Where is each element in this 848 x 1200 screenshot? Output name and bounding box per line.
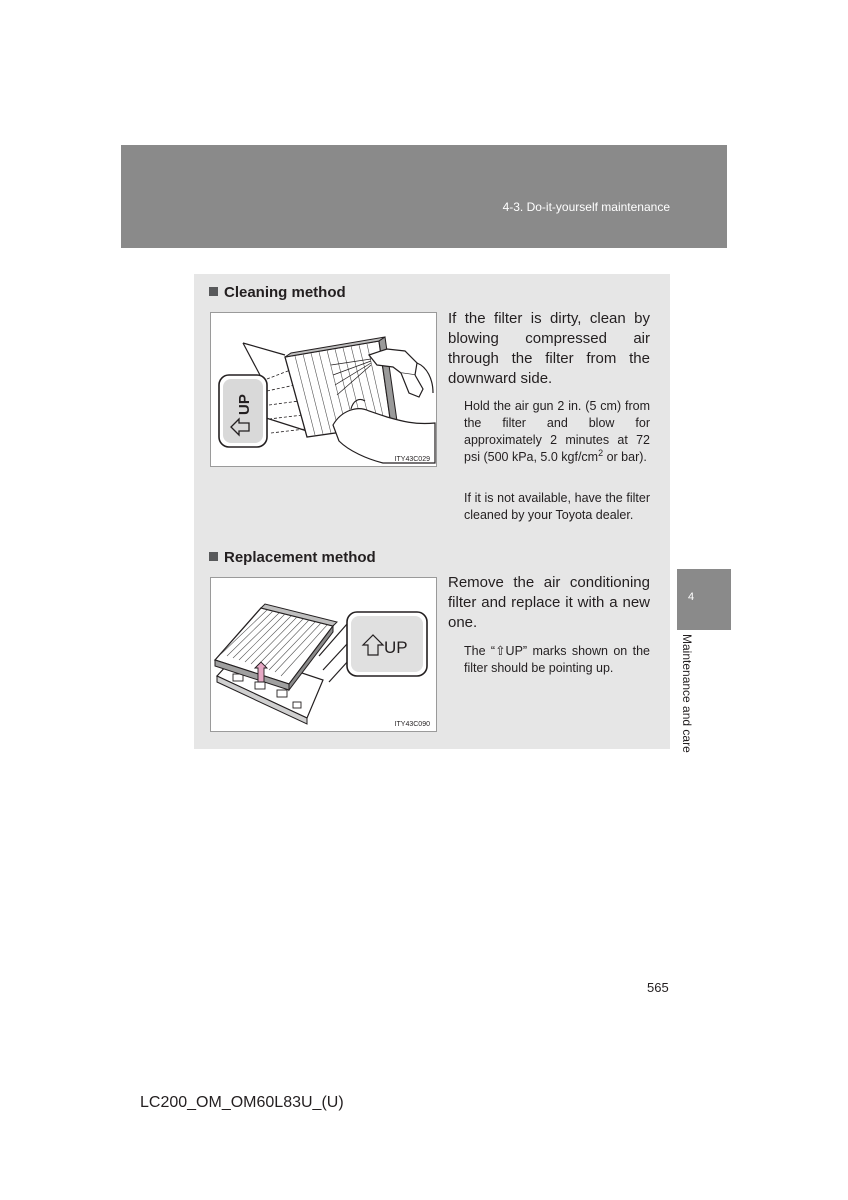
chapter-number: 4 [688, 591, 695, 603]
cleaning-heading [209, 284, 346, 301]
replacement-note: The “⇧UP” marks shown on the filter should be pointing up. [464, 644, 650, 675]
cleaning-note-dealer: If it is not available, have the filter cleaned by your Toyota dealer. [464, 491, 650, 522]
header-band [121, 145, 727, 248]
square-bullet-icon [209, 287, 218, 296]
cleaning-heading-text: Cleaning method [224, 284, 346, 301]
cleaning-note-text-end: or bar). [603, 450, 647, 464]
chapter-label: Maintenance and care [680, 634, 694, 753]
figure-code: ITY43C029 [394, 456, 430, 463]
replacement-illustration [210, 577, 437, 732]
cleaning-note-airgun [464, 398, 650, 466]
replacement-heading-text: Replacement method [224, 549, 376, 566]
section-title: 4-3. Do-it-yourself maintenance [502, 200, 670, 214]
document-code: LC200_OM_OM60L83U_(U) [140, 1094, 344, 1111]
figure-code: ITY43C090 [394, 721, 430, 728]
superscript: 2 [598, 447, 604, 458]
cleaning-note-text: Hold the air gun 2 in. (5 cm) from the filter and blow for approximately 2 minutes at 72 psi (500 kPa, 5.0 kgf/cm [464, 399, 650, 464]
chapter-tab [677, 569, 731, 630]
up-mark-label: UP [236, 394, 253, 415]
filter-replacement-drawing [211, 578, 437, 732]
cleaning-instruction: If the filter is dirty, clean by blowing compressed air through the filter from the downward side. [448, 310, 650, 387]
up-mark-label: UP [384, 638, 408, 657]
replacement-heading [209, 549, 376, 566]
replacement-instruction: Remove the air conditioning filter and replace it with a new one. [448, 574, 650, 631]
cleaning-illustration [210, 312, 437, 467]
page-number: 565 [647, 980, 669, 995]
square-bullet-icon [209, 552, 218, 561]
air-gun-filter-drawing [211, 313, 437, 467]
